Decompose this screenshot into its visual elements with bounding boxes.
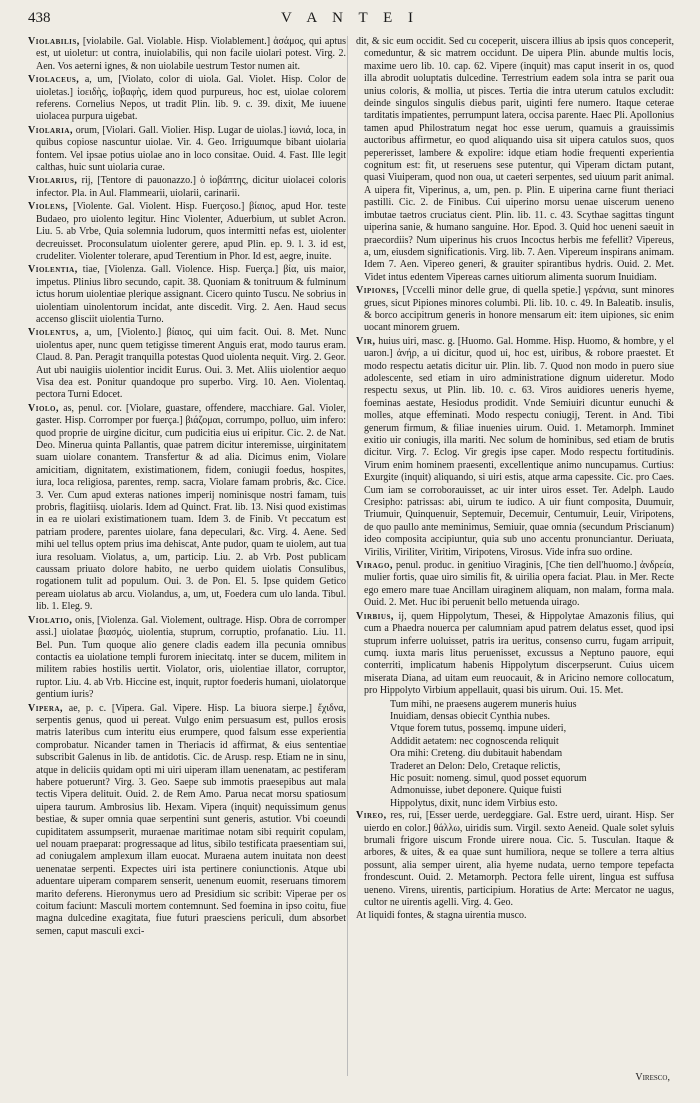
dictionary-entry — [28, 36, 346, 73]
dictionary-entry — [28, 327, 346, 401]
dictionary-entry — [356, 336, 674, 559]
page-header — [28, 10, 672, 32]
dictionary-entry — [28, 703, 346, 939]
dictionary-entry — [28, 125, 346, 175]
headword: Vireo, — [356, 810, 387, 822]
headword: Violarius, — [28, 175, 78, 187]
catchword: Viresco, — [635, 1072, 670, 1083]
entry-text: a, um, [Violato, color di uiola. Gal. Violet. Hisp. Color de uioletas.] ἰοειδὴς, ἰοβαφὴς, idem quod purpureus, hoc est, uiolae colorem referens. Cornelius Nepos, ut tradit Plin. lib. 9. c. 39. dixit, Me iuuene uiolacea purpura uigebat. — [36, 74, 346, 123]
right-column — [356, 36, 674, 1086]
headword: Violaria, — [28, 124, 73, 136]
entry-text: penul. produc. in genitiuo Viraginis, [Che tien dell'huomo.] ἀνδρεία, mulier fortis, quae uiro similis fit, & uirilia opera faciat. Plau. in Mer. Recte ego emero mare tuae Ancillam uiraginem aliquam, non malam, forma mala. Ouid. 2. Met. Huc ibi peruenit bello metuenda uirago. — [364, 560, 674, 609]
entry-text: At liquidi fontes, & stagna uirentia musco. — [356, 910, 527, 922]
column-divider — [347, 36, 348, 1076]
entry-text: tiae, [Violenza. Gall. Violence. Hisp. Fuerça.] βία, uis maior, impetus. Plinius libro secundo, capit. 38. Quoniam & tonitruum & fulminum ictus horum uiolentiae plerique assignant. Cicero quinto Tuscu. Ne sobrius in uiolentiam uinolentorum incidat, ante discedit. Virg. 2. Aen. Haud secus accenso glisciit uiolentia Turno. — [36, 264, 346, 325]
verse-quotation — [356, 699, 674, 811]
verse-line: Ora mihi: Creteng. diu dubitauit habendam — [390, 748, 563, 760]
headword: Violatio, — [28, 614, 73, 626]
page-number: 438 — [28, 10, 51, 26]
entry-text: res, rui, [Esser uerde, uerdeggiare. Gal. Estre uerd, uirant. Hisp. Ser uierdo en color.] θάλλω, uiridis sum. Virgil. sexto Aeneid. Quale solet syluis brumali frigore uiscum Fronde uirere noua. Cic. 5. Tusculan. Itaque & arbores, & uites, & ea quae sunt humiliora, neque se tollere a terra altius possunt, alia semper uirent, alia hyeme nudata, uerno tempore tepefacta frondescunt. Ouid. 2. Metamorph. Pectora felle uirent, lingua est suffusa ueneno. Virens, uirentis, participium. Horatius de Arte: Mercator ne uagus, cultor ne uirentis agelli. Virg. 4. Geo. — [364, 810, 674, 909]
left-column — [28, 36, 346, 1086]
dictionary-entry — [356, 611, 674, 698]
headword: Vipera, — [28, 702, 64, 714]
dictionary-entry — [28, 201, 346, 263]
headword: Vipiones, — [356, 285, 400, 297]
entry-text: huius uiri, masc. g. [Huomo. Gal. Homme. Hisp. Huomo, & hombre, y el uaron.] ἀνήρ, a ui dicitur, quod ui, hoc est, uiribus, & robore praestet. Et modo respectu aetatis dicitur uir. Plin. lib. 7. Quod non modo in puero siue adolescente, sed etiam in uiro administratione dignum uideretur. Modo respectu sexus, ut Plin. lib. 10. c. 63. Viros auidiores ueneris hyeme, foeminas aestate, Hesiodus prodidit. Vnde Semiuiri dicuntur eunuchi & molles, atque effeminati. Modo respectu coniugij, Terent. in And. Tibi generum firmum, & filiae inuenies uirum. Ouid. 1. Metamorph. Imminet exitio uir coniugis, illa mariti. Nec solum de hominibus, sed etiam de brutis dicitur. Virg. 7. Eclog. Vir gregis ipse caper. Modo respectu fortitudinis. Virum enim hominem praesenti, excellentique animo nuncupamus. Curtius: Exurgite (inquit) aliquando, si uiri estis, atque arma capessite. Cic. pro Caes. Cum iam se corroborauisset, ac uir inter uiros esset. Ter. Adelph. Laudo Cresipho: patrissas: abi, uirum te iudico. A uir fiunt composita, Duumuir, Triumuir, Quinquenuir, Septemuir, Decemuir, Centumuir, Leuir, Viripotens, de quo paullo ante meminimus, Semiuir, quae omnia (secundum Priscianum) ideo composita accipiuntur, quia sub uno accentu pronunciantur. Deriuata, Virilis, Viriliter, Viritim, Viripotens, Virosus. Vide infra suo ordine. — [364, 335, 674, 558]
entry-text: rij, [Tentore di pauonazzo.] ὁ ἰοβάπτης, dicitur uiolacei coloris infector. Pla. in Aul. Flammearii, uiolarii, carinarii. — [36, 175, 346, 199]
headword: Violabilis, — [28, 36, 80, 47]
verse-line: Traderet an Delon: Delo, Cretaque relictis, — [390, 760, 561, 772]
verse-line: Vtque forem tutus, possemq. impune uideri, — [390, 723, 567, 735]
dictionary-entry — [356, 36, 674, 284]
verse-line: Hippolytus, dixit, nunc idem Virbius esto. — [390, 797, 558, 809]
dictionary-entry — [28, 264, 346, 326]
dictionary-entry — [28, 175, 346, 200]
verse-line: Hic posuit: nomeng. simul, quod posset equorum — [390, 772, 587, 784]
headword: Violo, — [28, 402, 60, 414]
headword: Violaceus, — [28, 74, 80, 86]
headword: Vir, — [356, 335, 376, 347]
entry-text: [Violente. Gal. Violent. Hisp. Fuerçoso.] βίαιος, apud Hor. teste Budaeo, pro uiolento legitur. Hinc Violenter, Aduerbium, ut sublet Acron. Liu. 5. ab Vrbe, Quia solemnia ludorum, quos intermitti nefas est, uiolenter decreuisset. Proconsulatum uiolenter gerere, apud Plin. ep. 9. l. 3. id est, crudeliter. Violenter tolerare, apud Terentium in Phor. Id est, aegre, inuite. — [36, 201, 346, 262]
entry-text: onis, [Violenza. Gal. Violement, oultrage. Hisp. Obra de corromper assi.] uiolatae βιασμός, uiolentia, stuprum, corruptio, profanatio. Liu. 11. Bel. Pun. Tum quoque alio genere cladis eadem illa pecunia omnibus contactis ea uiolatione templi furorem iniecitatq. inter se ducem, militem in militem rabies hostilis uertit. Violator, oris, uiolentiae illator, corruptor, ruptor. Liu. 4. ab Vrb. Hiccine est, inquit, ruptor foederis humani, uiolatorque gentium iuris? — [36, 614, 346, 701]
dictionary-entry — [356, 285, 674, 335]
headword: Violens, — [28, 201, 69, 213]
verse-line: Tum mihi, ne praesens augerem muneris huius — [390, 698, 577, 710]
verse-line: Admonuisse, iubet deponere. Quique fuisti — [390, 785, 562, 797]
running-head: V A N T E I — [280, 10, 420, 26]
verse-line: Inuidiam, densas obiecit Cynthia nubes. — [390, 710, 550, 722]
dictionary-entry — [356, 560, 674, 610]
headword: Violentia, — [28, 264, 78, 276]
entry-text: orum, [Violari. Gall. Violier. Hisp. Lugar de uiolas.] ἰωνιά, loca, in quibus copiose nascuntur uiolae. Vir. 4. Geo. Irriguumque bibant uiolaria fontem. Vel ipsae potius uiolae ano in loco consitae. Ouid. 4. Fast. Ille legit calthas, huic sunt uiolaria curae. — [36, 124, 346, 174]
dictionary-entry — [356, 810, 674, 909]
entry-text: ae, p. c. [Vipera. Gal. Vipere. Hisp. La biuora sierpe.] ἔχιδνα, serpentis genus, quod ui pereat. Vulgo enim persuasum est, pullos erosis matris lateribus cum interitu eius erumpere, quod falsum esse experientia comprobatur. Nicander tamen in Theriacis id affirmat, & eius sententiae subscribit Galenus in lib. de antidotis. Cic. de Arusp. resp. Etiam ne in sinu, atque in deliciis quidam opti mi uiri uiperam illam uenenatam, ac pestiferam habere potuerunt? Virg. 3. Geo. Saepe sub immotis praesepibus aut mala tectis Vipera delituit. Ouid. 2. de Rem Amo. Parua necat morsu spatiosum uipera taurum. Ambrosius lib. Hexam. Vipera (inquit) nequissimum genus bestiae, & super omnia quae serpentini sunt generis, astutior. Vbi coeundi cupiditatem assumpserit, muraenae maritimae notam sibi requirit copulam, uel nouam praeparat: progressaque ad litus, sibilo testificata praesentiam sui, ad coniugalem amplexum illam euocat. Muraena autem inuitata non deest uenenatae serpenti. Expectes uiri ista pertinere coniunctionis. Atque ubi aduentare uiperam comparem senserit, uenenum euomit, reseruans timorem marito deferens. Hieronymus uero ad Presidium sic scribit: Viperae per os coitum faciunt: Masculi mortem contemnunt. Sed foemina in ipso coitu, fiue magna dulcedine exagitata, fiue futuri praesciens periculi, dum absorbet semen, caput masculi exci- — [36, 702, 346, 937]
entry-text: ij, quem Hippolytum, Thesei, & Hippolytae Amazonis filius, qui cum a Phaedra nouerca per calumniam apud patrem delatus esset, quod ipsi stuprum inferre uoluisset, patris ira ueritus, consenso curru, fugam arripuit, cumq. iuxta maris litus peruenisset, excussus a Neptuno pauore, equi conterriti, implicatum habenis Hippolytum discerpserunt. Cuius uicem miserata Diana, ad uitam eum reuocauit, & in Aricino nemore collocatum, pro Hippolyto Virbium appellauit, quasi bis uirum. Oui. 15. Met. — [364, 610, 674, 697]
headword: Virbius, — [356, 610, 394, 622]
entry-text: [violabile. Gal. Violable. Hisp. Violablement.] ἀσάμος, qui aptus est, ut uioletur: ut contra, inuiolabilis, qui non facile uiolari potest. Virg. 2. Aen. Vos aeterni ignes, & non uiolabile uestrum Testor numen ait. — [36, 36, 346, 72]
dictionary-entry — [28, 615, 346, 702]
dictionary-entry — [356, 910, 674, 922]
dictionary-entry — [28, 74, 346, 124]
verse-line: Addidit aetatem: nec cognoscenda reliquit — [390, 735, 559, 747]
entry-text: [Vccelli minor delle grue, di quella spetie.] γεράνια, sunt minores grues, sicut Pipiones minores columbi. Pli. lib. 10. c. 49. In Baleatib. insulis, & borco accipitrum generis in honore mensarum eit: item uipiones, sic enim uocant minorem gruem. — [364, 285, 674, 334]
headword: Virago, — [356, 560, 393, 572]
dictionary-entry — [28, 403, 346, 614]
headword: Violentus, — [28, 327, 79, 339]
entry-text: a, um, [Violento.] βίαιος, qui uim facit. Oui. 8. Met. Nunc uiolentus aper, nunc quem tetigisse timerent Anguis erat, modo taurus eram. Claud. 8. Pan. Peragit tranquilla potestas Quod uiolenta nequit. Virg. 2. Geor. Aut ubi nauigiis uiolentior incidit Eurus. Oui. 3. Met. Aliis uiolentior aequo Visa dea est. Ponitur quandoque pro superbo. Virg. 10. Aen. Violentaq. pectora Turni Edocet. — [36, 327, 346, 401]
entry-text: dit, & sic eum occidit. Sed cu coceperit, uiscera illius ab ipsis quos conceperit, comeduntur, & sic matrem occidunt. De uipera Plin. abunde multis locis, maxime uero lib. 10. cap. 62. Vipere (inquit) mas caput inserit in os, quod illa abrodit uoluptatis dulcedine. Terrestrium eadem sola intra se parit oua unius coloris, & mollia, ut pisces. Tertia die intra uterum catulos excludit: deinde singulos singulis diebus parit, uiginti fere numero. Itaque ceterae tarditatis impatientes, perrumpunt latera, occisa parente. Haec Pli. Apollonius tamen apud Philostratum negat hoc esse uerum, quamuis a grauissimis auctoribus affirmetur, eo quod aliquando uisa sit uipera catulos suos, quos pepererisset, lambere & expolire: idque etiam hodie frequenti experientia cognitum est: fit, ut reseruens sese putentur, qui Viperam dictam putant, quasi Viuiperam, quod non oua, ut caeteri serpentes, sed uiuum parit animal. A uipera fit, Viperinus, a, um, pen. p. Plin. E uiperina carne fiunt theriaci pastilli. Cic. 2. de Finibus. Cui uiperino morsu uenae uiscerum ueneno imbutae taetros cruciatus cient. Plin. lib. 11. c. 43. Scythae sagittas tingunt uiperina sanie, & humano sanguine. Hor. Epod. 3. Quid hoc ueneni saeuit in praecordiis? Num uiperinus his cruos Incoctus herbis me fefellit? Vipereus, a, um, eiusdem significationis. Virg. lib. 7. Aen. Vipereum inspirans animam. Idem 7. Aen. Vipereo generi, & grauiter spirantibus hydris. Ouid. 2. Met. Videt intus edentem Vipereas carnes uitiorum alimenta suorum Inuidiam. — [356, 36, 674, 283]
entry-text: as, penul. cor. [Violare, guastare, offendere, macchiare. Gal. Violer, gaster. Hisp. Corromper por fuerça.] βιάζομαι, corrumpo, polluo, uim infero: quod proprie de uirgine dicitur, cum pudicitia eius ui eripitur. Cic. 2. de Nat. Deo. Minerua quinta Pallantis, quae patrem dicitur interemisse, uirginitatem suam uiolare conantem. Transfertur & ad alia. Dicimus enim, Violare amicitiam, dignitatem, existimationem, fidem, coniugii foedus, hospites, iura, loca religiosa, parentes, remp. sacra, Violare famam probris, &c. Cice. 3. Ver. Cum apud exteras nationes imperij nominisque nostri famam, tuis probris, flagitiisq. uiolaris. Idem ad Quinct. Frat. lib. 13. Nisi quod existimas in ea re uiolari existimationem tuam. Idem 3. de Finib. Vt peccatum est patriam prodere, parentes uiolare, fana depeculari, &c. Virg. 4. Aene. Sed mihi uel tellus optem prius ima dehiscat, Ante pudor, quam te uiolem, aut tua iura resoluam. Violatus, a, um, particip. Liu. 2. ab Vrb. Post publicam caussam priuato dolore habito, ne uerbo quidem uiolatis Consulibus, rogationem tulit ad populum. Oui. 3. de Pon. El. 5. Ipse quidem Getico peream uiolatus ab arcu. Violandus, a, um, ut, Foedera cum ulo landa. Tibul. lib. 1. Eleg. 9. — [36, 402, 346, 613]
